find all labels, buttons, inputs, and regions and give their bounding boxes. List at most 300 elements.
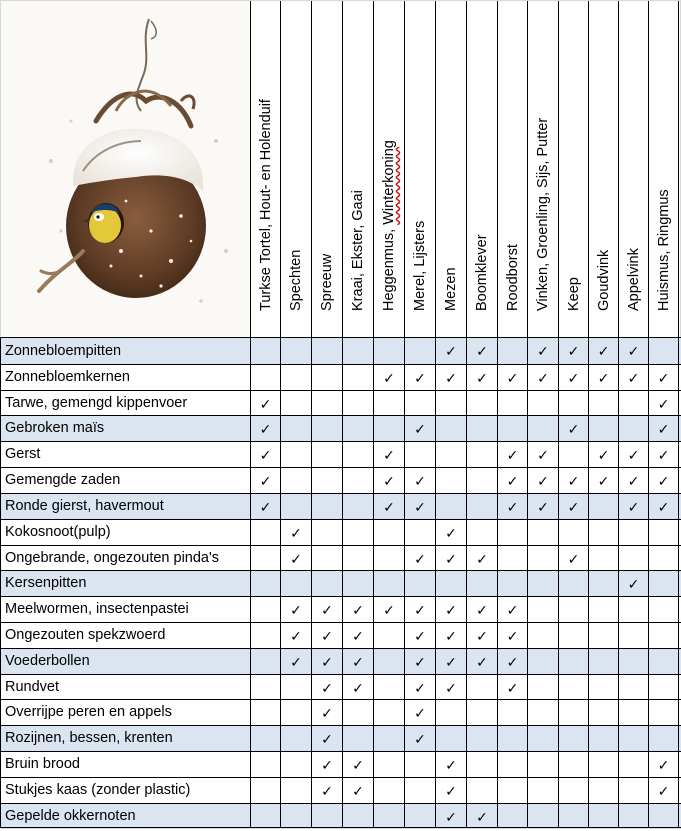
column-header [404, 1, 435, 337]
empty-cell [588, 571, 618, 596]
check-icon: ✓ [414, 370, 426, 386]
check-icon: ✓ [657, 421, 670, 437]
check-icon: ✓ [476, 370, 488, 386]
empty-cell [342, 726, 373, 751]
check-icon: ✓ [259, 396, 272, 412]
empty-cell [280, 416, 311, 441]
table-row [0, 725, 681, 751]
check-icon: ✓ [445, 809, 457, 825]
empty-cell [588, 416, 618, 441]
check-icon: ✓ [383, 602, 395, 618]
empty-cell [527, 391, 558, 415]
empty-cell [527, 520, 558, 545]
check-mark-cell [466, 649, 497, 674]
check-icon: ✓ [627, 343, 640, 359]
empty-cell [497, 571, 527, 596]
check-icon: ✓ [290, 602, 302, 618]
column-header-label: Keep [565, 277, 582, 311]
check-icon: ✓ [537, 499, 549, 515]
empty-cell [558, 520, 588, 545]
empty-cell [311, 338, 342, 364]
column-header-label: Heggenmus, Winterkoning [381, 140, 397, 311]
column-header-label: Turkse Tortel, Hout- en Holenduif [257, 99, 274, 311]
empty-cell [558, 778, 588, 803]
check-mark-cell [527, 442, 558, 467]
empty-cell [280, 778, 311, 803]
empty-cell [648, 597, 678, 622]
column-header-label: Appelvink [625, 248, 642, 311]
empty-cell [466, 778, 497, 803]
empty-cell [311, 468, 342, 493]
check-icon: ✓ [445, 783, 457, 799]
check-mark-cell [280, 597, 311, 622]
check-mark-cell [435, 338, 466, 364]
check-mark-cell [588, 365, 618, 390]
empty-cell [558, 597, 588, 622]
check-icon: ✓ [597, 343, 610, 359]
check-mark-cell [373, 365, 404, 390]
empty-cell [618, 752, 648, 777]
empty-cell [342, 520, 373, 545]
check-mark-cell [527, 365, 558, 390]
empty-cell [648, 726, 678, 751]
check-mark-cell [435, 365, 466, 390]
food-label: Stukjes kaas (zonder plastic) [5, 782, 191, 798]
check-icon: ✓ [321, 757, 333, 773]
check-mark-cell [435, 623, 466, 648]
check-icon: ✓ [445, 551, 457, 567]
check-icon: ✓ [259, 447, 272, 463]
check-mark-cell [342, 597, 373, 622]
empty-cell [373, 752, 404, 777]
check-icon: ✓ [476, 343, 488, 359]
food-label: Gepelde okkernoten [5, 808, 136, 824]
check-icon: ✓ [352, 757, 364, 773]
empty-cell [497, 752, 527, 777]
empty-cell [435, 571, 466, 596]
empty-cell [527, 804, 558, 828]
check-mark-cell [466, 338, 497, 364]
column-header-label: Merel, Lijsters [412, 220, 428, 311]
check-mark-cell [527, 338, 558, 364]
check-mark-cell [618, 571, 648, 596]
empty-cell [558, 752, 588, 777]
empty-cell [497, 804, 527, 828]
check-icon: ✓ [414, 473, 426, 489]
empty-cell [311, 442, 342, 467]
check-icon: ✓ [259, 499, 272, 515]
empty-cell [497, 700, 527, 725]
check-mark-cell [558, 416, 588, 441]
empty-cell [558, 623, 588, 648]
check-mark-cell [618, 365, 648, 390]
check-mark-cell [404, 726, 435, 751]
empty-cell [588, 623, 618, 648]
empty-cell [466, 675, 497, 699]
empty-cell [280, 726, 311, 751]
check-mark-cell [404, 700, 435, 725]
empty-cell [466, 416, 497, 441]
empty-cell [435, 700, 466, 725]
column-header [466, 1, 497, 337]
empty-cell [497, 416, 527, 441]
check-icon: ✓ [506, 447, 519, 463]
check-mark-cell [250, 416, 280, 441]
table-border-left [0, 337, 1, 828]
check-mark-cell [311, 778, 342, 803]
table-row [0, 751, 681, 777]
check-mark-cell [648, 365, 678, 390]
empty-cell [618, 391, 648, 415]
empty-cell [404, 338, 435, 364]
check-icon: ✓ [321, 783, 333, 799]
food-label: Ongezouten spekzwoerd [5, 627, 166, 643]
food-label: Overrijpe peren en appels [5, 704, 172, 720]
check-mark-cell [497, 494, 527, 519]
check-icon: ✓ [567, 473, 580, 489]
check-icon: ✓ [352, 602, 364, 618]
check-mark-cell [558, 494, 588, 519]
empty-cell [648, 623, 678, 648]
empty-cell [527, 416, 558, 441]
empty-cell [558, 649, 588, 674]
empty-cell [342, 494, 373, 519]
check-mark-cell [404, 623, 435, 648]
empty-cell [435, 494, 466, 519]
empty-cell [618, 597, 648, 622]
empty-cell [250, 726, 280, 751]
column-header [373, 1, 404, 337]
check-icon: ✓ [352, 628, 364, 644]
check-icon: ✓ [506, 370, 519, 386]
empty-cell [648, 520, 678, 545]
empty-cell [497, 778, 527, 803]
check-mark-cell [497, 597, 527, 622]
check-icon: ✓ [627, 576, 640, 592]
empty-cell [588, 494, 618, 519]
empty-cell [342, 546, 373, 570]
check-mark-cell [342, 752, 373, 777]
empty-cell [280, 571, 311, 596]
empty-cell [280, 442, 311, 467]
table-row [0, 674, 681, 699]
empty-cell [618, 778, 648, 803]
table-row [0, 493, 681, 519]
food-label: Gemengde zaden [5, 472, 121, 488]
empty-cell [588, 649, 618, 674]
column-header [618, 1, 648, 337]
check-mark-cell [404, 597, 435, 622]
empty-cell [311, 546, 342, 570]
check-icon: ✓ [567, 551, 580, 567]
check-mark-cell [373, 468, 404, 493]
check-mark-cell [311, 675, 342, 699]
check-icon: ✓ [290, 628, 302, 644]
check-mark-cell [558, 365, 588, 390]
check-mark-cell [435, 649, 466, 674]
empty-cell [497, 520, 527, 545]
column-header-label: Goudvink [595, 249, 612, 311]
check-icon: ✓ [259, 473, 272, 489]
check-mark-cell [373, 494, 404, 519]
empty-cell [280, 365, 311, 390]
column-header [558, 1, 588, 337]
check-icon: ✓ [321, 654, 333, 670]
empty-cell [280, 752, 311, 777]
check-mark-cell [466, 623, 497, 648]
check-icon: ✓ [627, 473, 640, 489]
food-label: Rundvet [5, 679, 60, 695]
food-label: Rozijnen, bessen, krenten [5, 730, 173, 746]
check-icon: ✓ [414, 680, 426, 696]
empty-cell [435, 442, 466, 467]
check-icon: ✓ [506, 473, 519, 489]
empty-cell [311, 494, 342, 519]
food-label: Gebroken maïs [5, 420, 105, 436]
column-header [648, 1, 678, 337]
check-mark-cell [466, 546, 497, 570]
check-mark-cell [618, 494, 648, 519]
empty-cell [588, 778, 618, 803]
empty-cell [466, 442, 497, 467]
column-header-label: Huismus, Ringmus [655, 189, 672, 311]
empty-cell [404, 778, 435, 803]
check-mark-cell [648, 494, 678, 519]
check-icon: ✓ [567, 343, 580, 359]
empty-cell [373, 571, 404, 596]
empty-cell [588, 546, 618, 570]
empty-cell [588, 804, 618, 828]
empty-cell [250, 338, 280, 364]
empty-cell [588, 597, 618, 622]
empty-cell [311, 804, 342, 828]
empty-cell [527, 649, 558, 674]
check-icon: ✓ [476, 809, 488, 825]
check-mark-cell [373, 442, 404, 467]
column-header-label: Vinken, Groenling, Sijs, Putter [535, 117, 551, 311]
empty-cell [250, 804, 280, 828]
check-mark-cell [435, 546, 466, 570]
check-mark-cell [558, 338, 588, 364]
empty-cell [527, 675, 558, 699]
check-mark-cell [618, 468, 648, 493]
check-mark-cell [404, 468, 435, 493]
empty-cell [648, 571, 678, 596]
check-icon: ✓ [352, 783, 364, 799]
empty-cell [558, 442, 588, 467]
column-header [527, 1, 558, 337]
check-icon: ✓ [352, 680, 364, 696]
check-mark-cell [558, 468, 588, 493]
check-mark-cell [497, 365, 527, 390]
empty-cell [558, 391, 588, 415]
check-icon: ✓ [506, 499, 519, 515]
check-mark-cell [342, 778, 373, 803]
empty-cell [527, 623, 558, 648]
empty-cell [435, 416, 466, 441]
empty-cell [618, 520, 648, 545]
check-icon: ✓ [445, 757, 457, 773]
table-row [0, 467, 681, 493]
empty-cell [373, 520, 404, 545]
empty-cell [373, 804, 404, 828]
check-mark-cell [497, 675, 527, 699]
check-mark-cell [648, 391, 678, 415]
table-row [0, 337, 681, 364]
check-icon: ✓ [290, 551, 302, 567]
empty-cell [280, 468, 311, 493]
table-row [0, 415, 681, 441]
empty-cell [558, 675, 588, 699]
check-mark-cell [497, 623, 527, 648]
check-icon: ✓ [537, 447, 549, 463]
empty-cell [250, 752, 280, 777]
empty-cell [311, 365, 342, 390]
check-icon: ✓ [414, 551, 426, 567]
empty-cell [280, 494, 311, 519]
empty-cell [497, 726, 527, 751]
check-mark-cell [435, 597, 466, 622]
food-label: Meelwormen, insectenpastei [5, 601, 189, 617]
check-icon: ✓ [567, 499, 580, 515]
food-label: Kersenpitten [5, 575, 87, 591]
check-icon: ✓ [537, 343, 549, 359]
check-mark-cell [250, 468, 280, 493]
empty-cell [435, 468, 466, 493]
table-row [0, 596, 681, 622]
empty-cell [466, 726, 497, 751]
table-row [0, 622, 681, 648]
check-mark-cell [280, 520, 311, 545]
check-icon: ✓ [567, 421, 580, 437]
check-icon: ✓ [414, 499, 426, 515]
check-icon: ✓ [414, 731, 426, 747]
empty-cell [342, 365, 373, 390]
empty-cell [280, 804, 311, 828]
check-icon: ✓ [321, 731, 333, 747]
check-icon: ✓ [506, 654, 519, 670]
check-mark-cell [648, 468, 678, 493]
empty-cell [404, 391, 435, 415]
table-row [0, 570, 681, 596]
table-row [0, 777, 681, 803]
check-icon: ✓ [414, 628, 426, 644]
empty-cell [280, 391, 311, 415]
empty-cell [588, 726, 618, 751]
empty-cell [342, 416, 373, 441]
table-row [0, 699, 681, 725]
food-label: Kokosnoot(pulp) [5, 524, 111, 540]
check-mark-cell [466, 597, 497, 622]
empty-cell [404, 804, 435, 828]
food-label: Ronde gierst, havermout [5, 498, 164, 514]
check-mark-cell [404, 546, 435, 570]
check-icon: ✓ [627, 499, 640, 515]
empty-cell [527, 597, 558, 622]
food-label: Zonnebloempitten [5, 343, 122, 359]
check-mark-cell [435, 675, 466, 699]
check-icon: ✓ [321, 705, 333, 721]
empty-cell [648, 338, 678, 364]
check-mark-cell [648, 416, 678, 441]
empty-cell [466, 391, 497, 415]
empty-cell [311, 571, 342, 596]
check-icon: ✓ [657, 499, 670, 515]
check-mark-cell [311, 726, 342, 751]
table-row [0, 545, 681, 570]
table-border-right [678, 1, 679, 828]
check-icon: ✓ [657, 783, 670, 799]
check-mark-cell [435, 520, 466, 545]
check-icon: ✓ [657, 447, 670, 463]
empty-cell [588, 520, 618, 545]
empty-cell [648, 700, 678, 725]
empty-cell [342, 391, 373, 415]
empty-cell [466, 468, 497, 493]
check-icon: ✓ [383, 473, 395, 489]
column-header [588, 1, 618, 337]
check-icon: ✓ [627, 370, 640, 386]
check-icon: ✓ [657, 370, 670, 386]
check-icon: ✓ [414, 421, 426, 437]
check-icon: ✓ [476, 602, 488, 618]
empty-cell [618, 623, 648, 648]
empty-cell [373, 649, 404, 674]
empty-cell [280, 675, 311, 699]
check-icon: ✓ [506, 602, 519, 618]
check-mark-cell [466, 804, 497, 828]
empty-cell [373, 778, 404, 803]
check-icon: ✓ [445, 628, 457, 644]
empty-cell [466, 571, 497, 596]
check-mark-cell [466, 365, 497, 390]
column-header-label: Kraai, Ekster, Gaai [350, 190, 366, 311]
food-label: Gerst [5, 446, 41, 462]
check-mark-cell [342, 675, 373, 699]
check-mark-cell [618, 442, 648, 467]
check-icon: ✓ [597, 447, 610, 463]
column-header [435, 1, 466, 337]
empty-cell [342, 442, 373, 467]
empty-cell [373, 338, 404, 364]
check-mark-cell [435, 752, 466, 777]
empty-cell [250, 675, 280, 699]
check-icon: ✓ [657, 396, 670, 412]
empty-cell [250, 520, 280, 545]
empty-cell [497, 546, 527, 570]
check-mark-cell [404, 649, 435, 674]
check-icon: ✓ [597, 370, 610, 386]
empty-cell [588, 675, 618, 699]
check-mark-cell [342, 623, 373, 648]
empty-cell [250, 649, 280, 674]
check-mark-cell [435, 778, 466, 803]
check-mark-cell [648, 442, 678, 467]
check-icon: ✓ [476, 551, 488, 567]
check-mark-cell [280, 649, 311, 674]
check-mark-cell [311, 623, 342, 648]
empty-cell [527, 546, 558, 570]
empty-cell [250, 597, 280, 622]
check-mark-cell [404, 365, 435, 390]
check-mark-cell [342, 649, 373, 674]
check-icon: ✓ [290, 525, 302, 541]
empty-cell [250, 571, 280, 596]
empty-cell [618, 726, 648, 751]
empty-cell [618, 649, 648, 674]
empty-cell [373, 416, 404, 441]
empty-cell [558, 804, 588, 828]
